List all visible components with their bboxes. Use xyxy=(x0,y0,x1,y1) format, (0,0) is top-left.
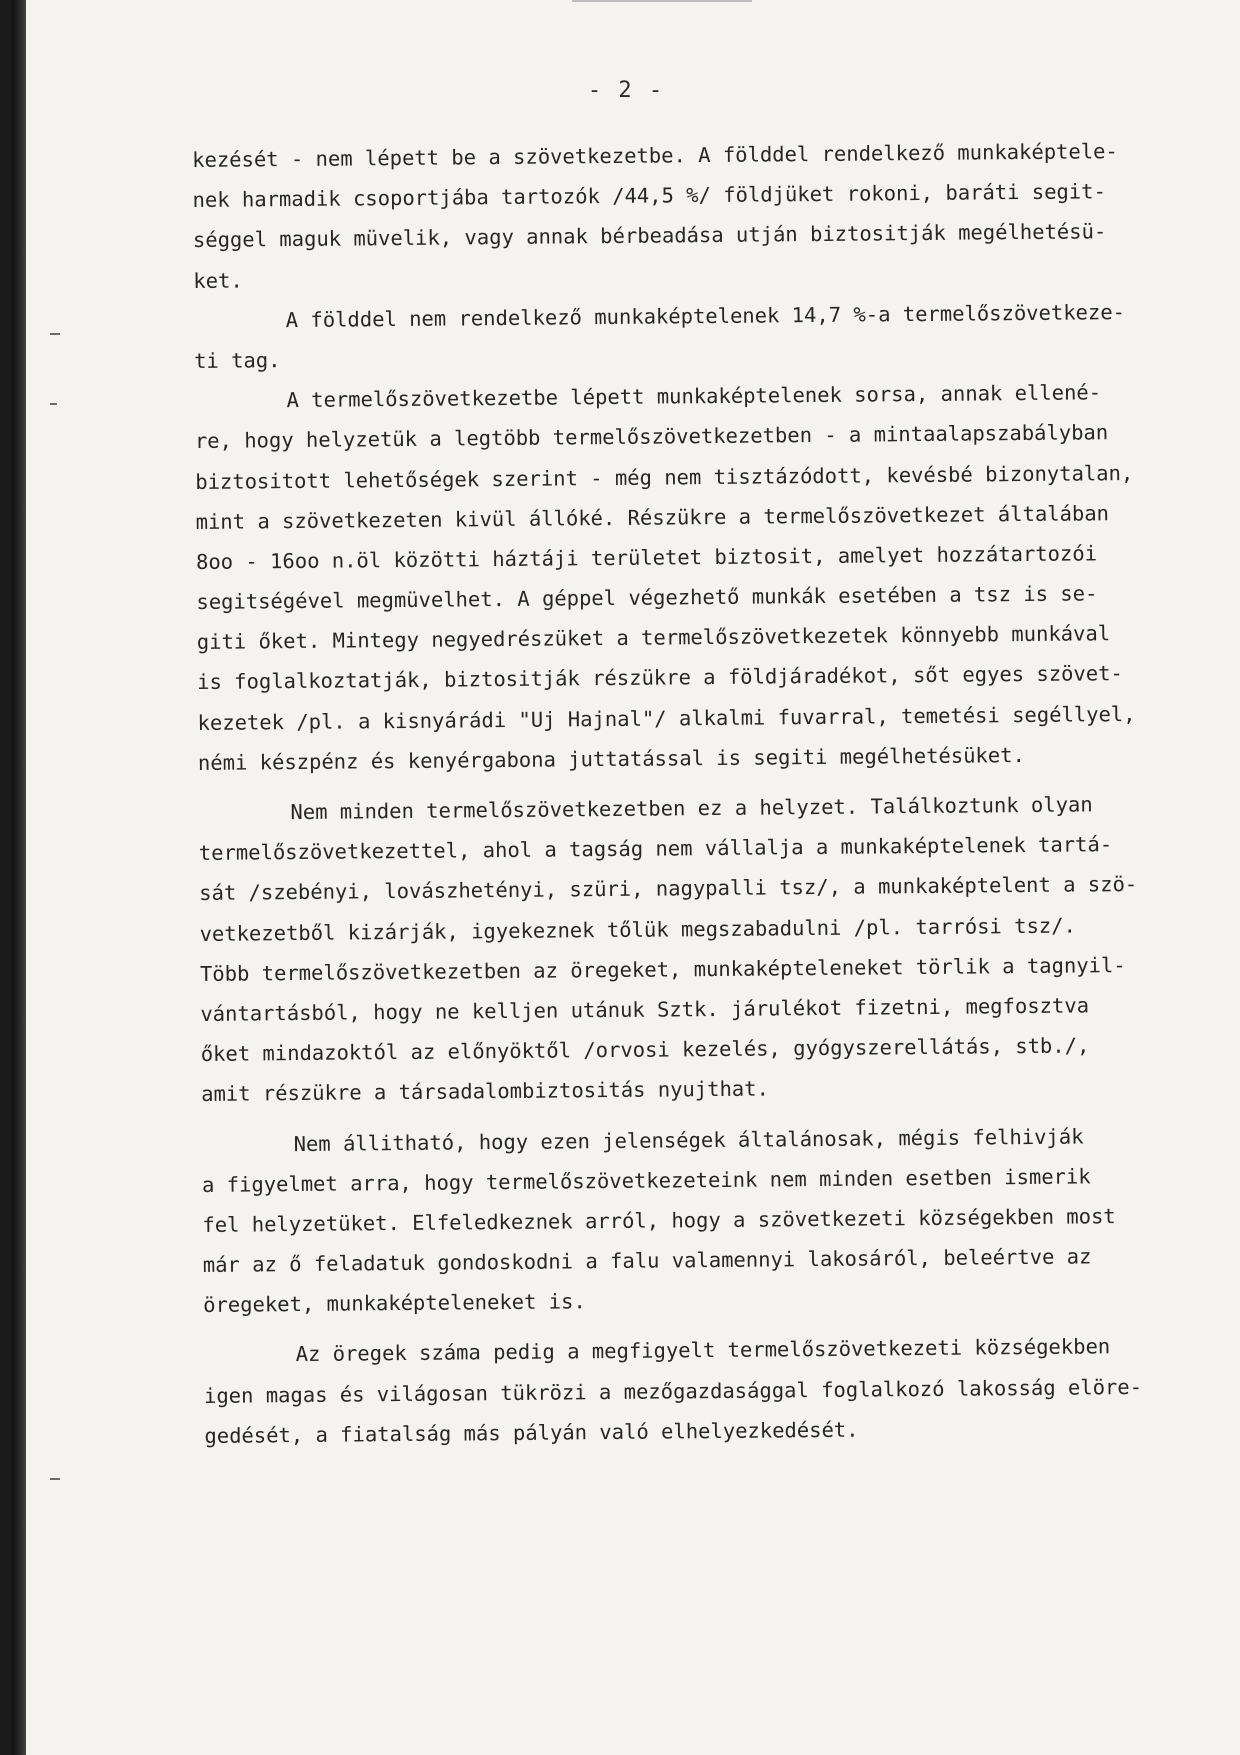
paragraph xyxy=(198,783,1201,1114)
text-line: biztositott lehetőségek szerint - még nem tisztázódott, kevésbé bizonytalan, xyxy=(195,460,1134,494)
page-number: - 2 - xyxy=(587,78,665,103)
text-line: sát /szebényi, lovászhetényi, szüri, nagypalli tsz/, a munkaképtelent a szö- xyxy=(199,872,1138,906)
text-line: A termelőszövetkezetbe lépett munkaképtelenek sorsa, annak ellené- xyxy=(286,380,1102,413)
document-page xyxy=(12,0,1240,1755)
text-line: segitségével megmüvelhet. A géppel végezhető munkák esetében a tsz is se- xyxy=(196,581,1098,615)
paragraph xyxy=(194,372,1198,783)
paragraph xyxy=(201,1115,1203,1326)
text-line: kezetek /pl. a kisnyárádi "Uj Hajnal"/ alkalmi fuvarral, temetési segéllyel, xyxy=(197,701,1136,735)
text-line: re, hogy helyzetük a legtöbb termelőszövetkezetben - a mintaalapszabályban xyxy=(194,420,1109,454)
text-line: Több termelőszövetkezetben az öregeket, munkaképteleneket törlik a tagnyil- xyxy=(199,952,1126,986)
margin-tick-mark xyxy=(50,333,60,335)
text-line: amit részükre a társadalombiztositás nyujthat. xyxy=(201,1076,769,1107)
text-line: őket mindazoktól az előnyöktől /orvosi kezelés, gyógyszerellátás, stb./, xyxy=(200,1033,1090,1067)
text-line: Az öregek száma pedig a megfigyelt termelőszövetkezeti községekben xyxy=(295,1334,1111,1367)
text-line: öregeket, munkaképteleneket is. xyxy=(203,1289,586,1318)
paragraph xyxy=(192,130,1193,300)
text-line: nek harmadik csoportjába tartozók /44,5 %/ földjüket rokoni, baráti segit- xyxy=(192,179,1106,213)
text-line: giti őket. Mintegy negyedrészüket a termelőszövetkezetek könnyebb munkával xyxy=(196,621,1111,655)
paragraph xyxy=(194,291,1195,381)
scan-edge-shadow xyxy=(12,0,26,1755)
body-text xyxy=(192,130,1205,1456)
text-line: némi készpénz és kenyérgabona juttatással is segiti megélhetésüket. xyxy=(197,742,1025,775)
text-line: termelőszövetkezettel, ahol a tagság nem vállalja a munkaképtelenek tartá- xyxy=(198,832,1113,866)
text-line: gedését, a fiatalság más pályán való elhelyezkedését. xyxy=(204,1417,859,1448)
paragraph xyxy=(203,1326,1204,1456)
text-line: fel helyzetüket. Elfeledkeznek arról, hogy a szövetkezeti községekben most xyxy=(202,1204,1116,1237)
text-line: vetkezetből kizárják, igyekeznek tőlük megszabadulni /pl. tarrósi tsz/. xyxy=(199,913,1076,946)
text-line: A földdel nem rendelkező munkaképtelenek 14,7 %-a termelőszövetkeze- xyxy=(285,299,1126,332)
text-line: ket. xyxy=(193,268,243,293)
text-line: séggel maguk müvelik, vagy annak bérbeadása utján biztositják megélhetésü- xyxy=(192,219,1107,253)
text-line: ti tag. xyxy=(194,348,281,373)
text-line: 8oo - 16oo n.öl közötti háztáji területet biztosit, amelyet hozzátartozói xyxy=(195,541,1098,574)
text-line: már az ő feladatuk gondoskodni a falu valamennyi lakosáról, beleértve az xyxy=(202,1244,1092,1278)
text-line: igen magas és világosan tükrözi a mezőgazdasággal foglalkozó lakosság elöre- xyxy=(203,1374,1143,1408)
margin-tick-mark xyxy=(50,403,57,405)
margin-tick-mark xyxy=(50,1478,60,1480)
text-line: mint a szövetkezeten kivül állóké. Részükre a termelőszövetkezet általában xyxy=(195,500,1110,534)
text-line: a figyelmet arra, hogy termelőszövetkezeteink nem minden esetben ismerik xyxy=(201,1164,1091,1197)
text-line: is foglalkoztatják, biztositják részükre a földjáradékot, sőt egyes szövet- xyxy=(197,661,1123,695)
text-line: Nem állitható, hogy ezen jelenségek általánosak, mégis felhivják xyxy=(293,1123,1084,1156)
text-line: vántartásból, hogy ne kelljen utánuk Sztk. járulékot fizetni, megfosztva xyxy=(200,993,1090,1026)
top-edge-mark xyxy=(572,0,752,2)
text-line: Nem minden termelőszövetkezetben ez a helyzet. Találkoztunk olyan xyxy=(290,792,1093,825)
text-line: kezését - nem lépett be a szövetkezetbe. A földdel rendelkező munkaképtele- xyxy=(192,139,1118,172)
